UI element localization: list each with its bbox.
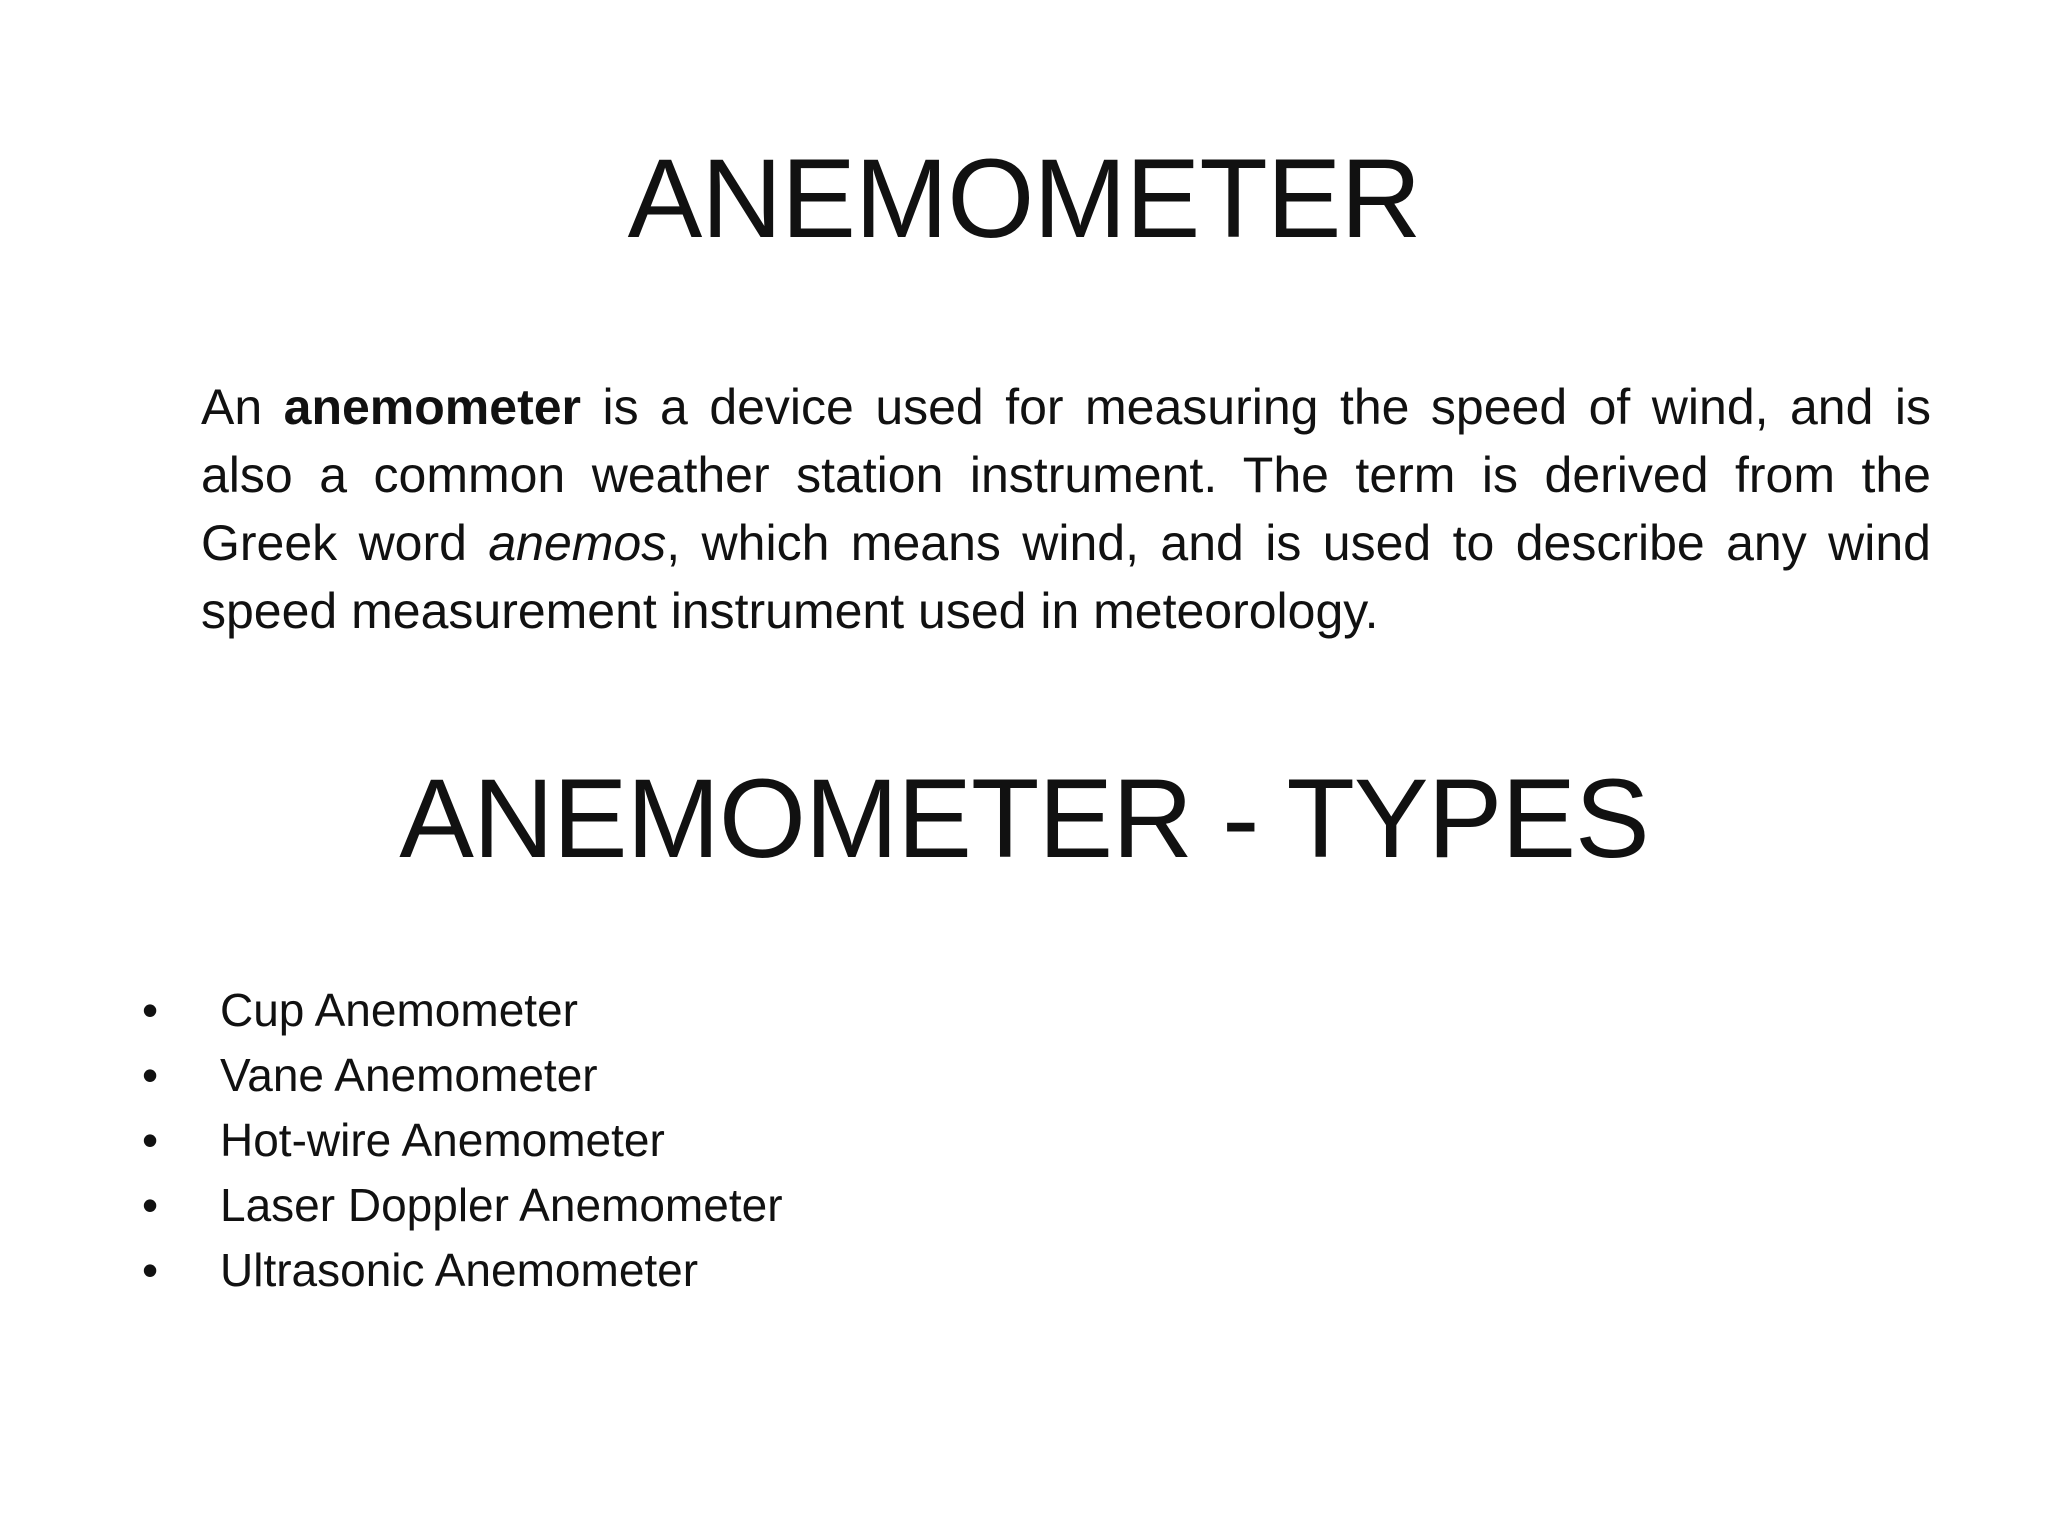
type-label: Hot-wire Anemometer [220,1114,665,1166]
bullet-icon: • [141,1114,159,1166]
intro-text-part2: is a device used for measuring the speed of wind, and is also a common weather station instrument. The term is derived from the Greek word [201,379,1931,571]
bullet-icon: • [141,1179,159,1231]
type-item-hot-wire [140,1108,783,1173]
type-item-cup [140,978,783,1043]
type-label: Ultrasonic Anemometer [220,1244,699,1296]
type-label: Cup Anemometer [220,984,578,1036]
intro-greek-word: anemos [488,515,667,571]
intro-term: anemometer [283,379,581,435]
bullet-icon: • [141,984,159,1036]
bullet-icon: • [141,1049,159,1101]
type-label: Vane Anemometer [220,1049,598,1101]
intro-text-part3: , which means wind, and is used to describe any wind speed measurement instrument used in meteorology. [201,515,1931,639]
slide-title: ANEMOMETER [627,136,1421,261]
types-title: ANEMOMETER - TYPES [399,756,1649,881]
intro-paragraph [201,373,1931,645]
type-item-ultrasonic [140,1238,783,1303]
types-list [140,978,783,1303]
bullet-icon: • [141,1244,159,1296]
type-item-vane [140,1043,783,1108]
intro-lead: An [201,379,284,435]
type-label: Laser Doppler Anemometer [220,1179,783,1231]
type-item-laser-doppler [140,1173,783,1238]
